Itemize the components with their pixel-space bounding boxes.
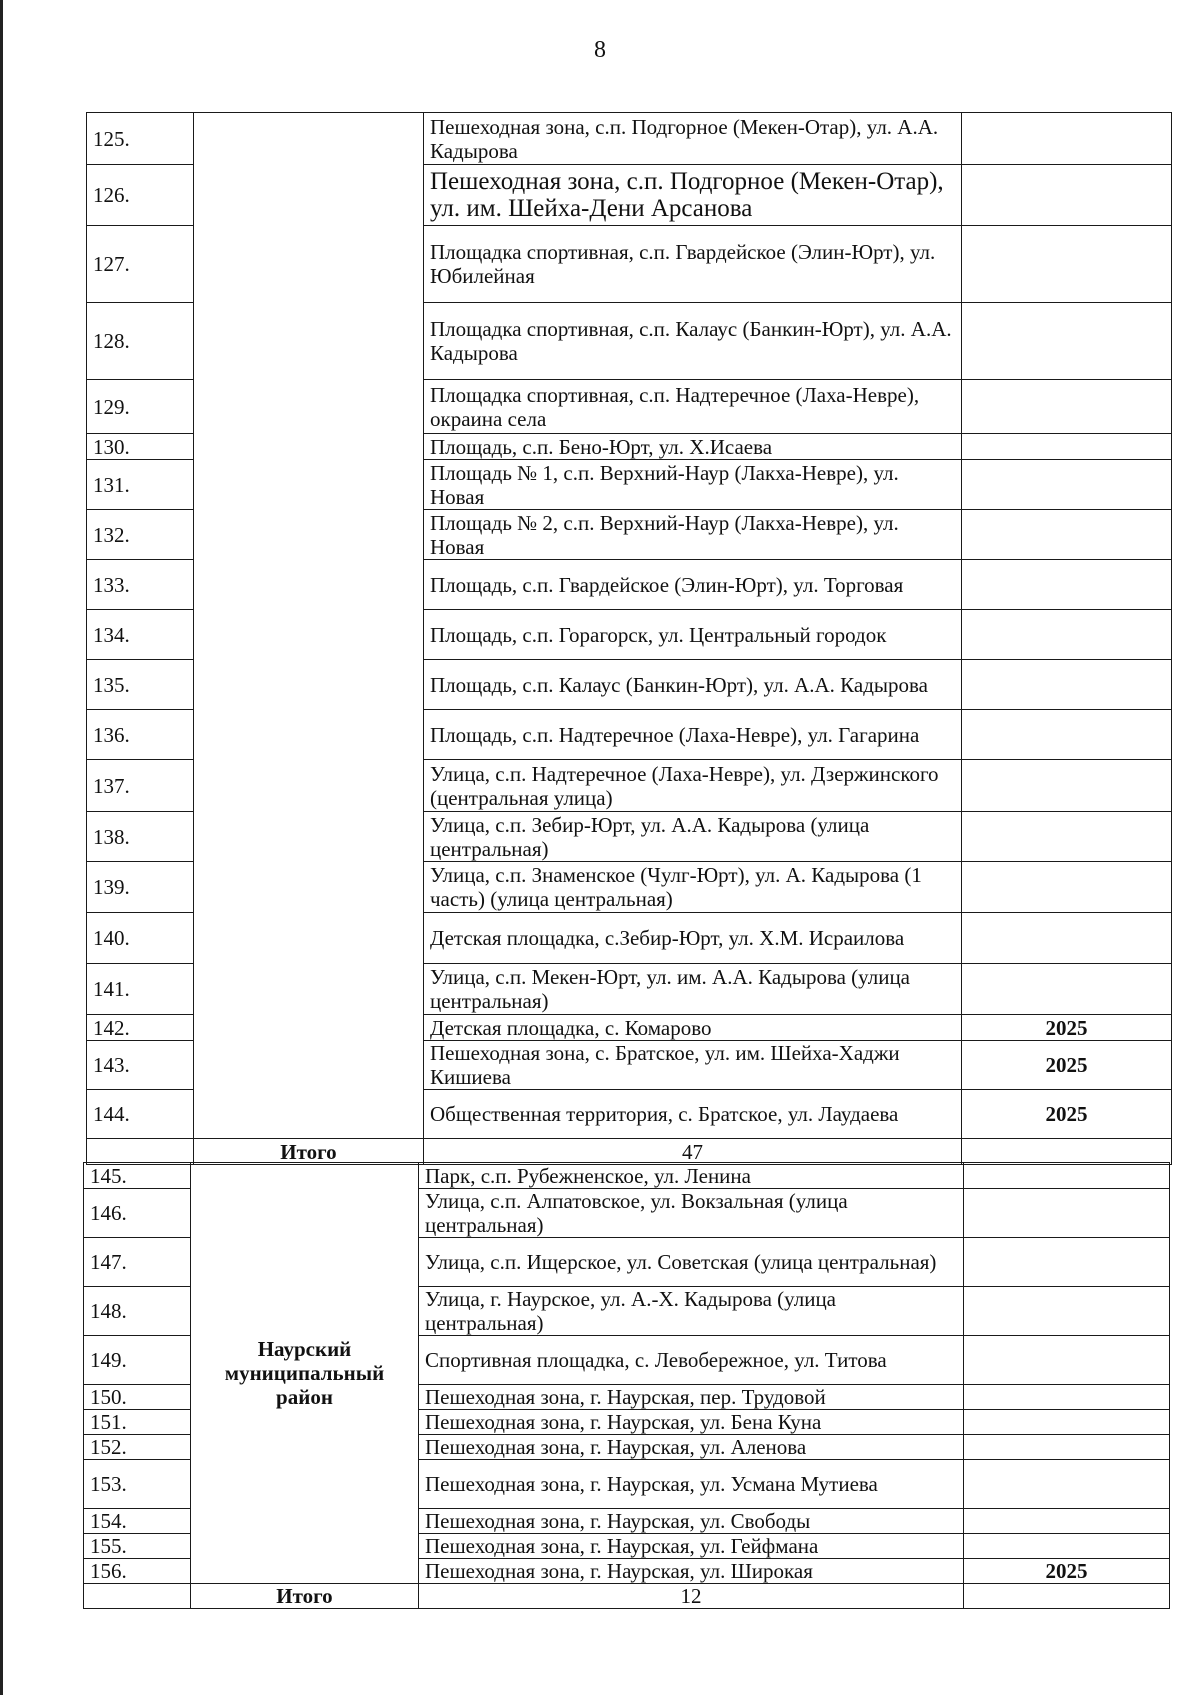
territory-address: Площадка спортивная, с.п. Надтеречное (Лаха-Невре), окраина села [424, 380, 962, 434]
territory-address: Улица, г. Наурское, ул. А.-Х. Кадырова (улица центральная) [419, 1287, 964, 1336]
implementation-year: 2025 [962, 1015, 1172, 1041]
territory-address: Площадь № 2, с.п. Верхний-Наур (Лакха-Невре), ул. Новая [424, 510, 962, 560]
implementation-year [962, 303, 1172, 380]
implementation-year [962, 610, 1172, 660]
territories-table-section-2 [83, 1162, 1170, 1609]
territory-address: Площадь, с.п. Бено-Юрт, ул. Х.Исаева [424, 434, 962, 460]
row-number: 137. [87, 760, 194, 812]
row-number: 136. [87, 710, 194, 760]
territory-address: Спортивная площадка, с. Левобережное, ул. Титова [419, 1336, 964, 1385]
territory-address: Пешеходная зона, г. Наурская, ул. Широкая [419, 1559, 964, 1584]
total-empty-cell [964, 1584, 1170, 1609]
territory-address: Улица, с.п. Мекен-Юрт, ул. им. А.А. Кадырова (улица центральная) [424, 964, 962, 1015]
total-empty-cell [87, 1139, 194, 1165]
row-number: 129. [87, 380, 194, 434]
implementation-year [962, 862, 1172, 913]
row-number: 125. [87, 113, 194, 165]
implementation-year [964, 1460, 1170, 1509]
territory-address: Площадка спортивная, с.п. Гвардейское (Элин-Юрт), ул. Юбилейная [424, 226, 962, 303]
row-number: 138. [87, 812, 194, 862]
implementation-year [964, 1534, 1170, 1559]
row-number: 128. [87, 303, 194, 380]
territory-address: Пешеходная зона, г. Наурская, ул. Бена Куна [419, 1410, 964, 1435]
implementation-year [962, 710, 1172, 760]
district-name [191, 1163, 419, 1584]
territory-address: Пешеходная зона, с. Братское, ул. им. Шейха-Хаджи Кишиева [424, 1041, 962, 1090]
implementation-year [962, 913, 1172, 964]
district-cell [194, 113, 424, 1139]
territory-address: Пешеходная зона, г. Наурская, ул. Усмана Мутиева [419, 1460, 964, 1509]
implementation-year [962, 380, 1172, 434]
territory-address: Пешеходная зона, с.п. Подгорное (Мекен-Отар), ул. им. Шейха-Дени Арсанова [424, 165, 962, 226]
total-count: 47 [424, 1139, 962, 1165]
implementation-year [962, 812, 1172, 862]
implementation-year [964, 1189, 1170, 1238]
territory-address: Пешеходная зона, г. Наурская, ул. Аленова [419, 1435, 964, 1460]
row-number: 133. [87, 560, 194, 610]
row-number: 135. [87, 660, 194, 710]
row-number: 148. [84, 1287, 191, 1336]
table-row [84, 1163, 1170, 1189]
territory-address: Общественная территория, с. Братское, ул. Лаудаева [424, 1090, 962, 1139]
row-number: 154. [84, 1509, 191, 1534]
implementation-year: 2025 [962, 1041, 1172, 1090]
row-number: 149. [84, 1336, 191, 1385]
total-empty-cell [962, 1139, 1172, 1165]
row-number: 131. [87, 460, 194, 510]
total-empty-cell [84, 1584, 191, 1609]
district-name-line: муниципальный [224, 1361, 385, 1385]
total-label: Итого [191, 1584, 419, 1609]
implementation-year [962, 760, 1172, 812]
implementation-year [962, 510, 1172, 560]
territories-table-section-1 [86, 112, 1172, 1165]
territory-address: Пешеходная зона, г. Наурская, ул. Свободы [419, 1509, 964, 1534]
row-number: 144. [87, 1090, 194, 1139]
territory-address: Площадка спортивная, с.п. Калаус (Банкин-Юрт), ул. А.А. Кадырова [424, 303, 962, 380]
row-number: 145. [84, 1163, 191, 1189]
section-2-body [84, 1163, 1170, 1609]
row-number: 132. [87, 510, 194, 560]
total-count: 12 [419, 1584, 964, 1609]
territory-address: Улица, с.п. Знаменское (Чулг-Юрт), ул. А. Кадырова (1 часть) (улица центральная) [424, 862, 962, 913]
row-number: 156. [84, 1559, 191, 1584]
implementation-year [962, 660, 1172, 710]
row-number: 126. [87, 165, 194, 226]
implementation-year [962, 226, 1172, 303]
implementation-year: 2025 [964, 1559, 1170, 1584]
page-number: 8 [594, 37, 606, 63]
district-name-line: Наурский [257, 1337, 352, 1361]
row-number: 150. [84, 1385, 191, 1410]
row-number: 130. [87, 434, 194, 460]
implementation-year [962, 460, 1172, 510]
implementation-year [964, 1336, 1170, 1385]
row-number: 155. [84, 1534, 191, 1559]
total-row [87, 1139, 1172, 1165]
table-row [87, 113, 1172, 165]
implementation-year [964, 1410, 1170, 1435]
territory-address: Пешеходная зона, г. Наурская, пер. Трудовой [419, 1385, 964, 1410]
row-number: 143. [87, 1041, 194, 1090]
implementation-year [964, 1509, 1170, 1534]
row-number: 134. [87, 610, 194, 660]
territory-address: Парк, с.п. Рубежненское, ул. Ленина [419, 1163, 964, 1189]
total-row [84, 1584, 1170, 1609]
section-1-body [87, 113, 1172, 1165]
territory-address: Площадь, с.п. Горагорск, ул. Центральный городок [424, 610, 962, 660]
total-label: Итого [194, 1139, 424, 1165]
row-number: 141. [87, 964, 194, 1015]
implementation-year [964, 1287, 1170, 1336]
row-number: 151. [84, 1410, 191, 1435]
territory-address: Улица, с.п. Надтеречное (Лаха-Невре), ул. Дзержинского (центральная улица) [424, 760, 962, 812]
row-number: 153. [84, 1460, 191, 1509]
territory-address: Детская площадка, с. Комарово [424, 1015, 962, 1041]
row-number: 146. [84, 1189, 191, 1238]
row-number: 127. [87, 226, 194, 303]
territory-address: Пешеходная зона, г. Наурская, ул. Гейфмана [419, 1534, 964, 1559]
territory-address: Площадь, с.п. Гвардейское (Элин-Юрт), ул. Торговая [424, 560, 962, 610]
territory-address: Площадь, с.п. Калаус (Банкин-Юрт), ул. А.А. Кадырова [424, 660, 962, 710]
implementation-year [964, 1238, 1170, 1287]
implementation-year [962, 434, 1172, 460]
implementation-year [962, 113, 1172, 165]
implementation-year [962, 964, 1172, 1015]
implementation-year [962, 165, 1172, 226]
row-number: 147. [84, 1238, 191, 1287]
row-number: 139. [87, 862, 194, 913]
row-number: 140. [87, 913, 194, 964]
row-number: 142. [87, 1015, 194, 1041]
implementation-year: 2025 [962, 1090, 1172, 1139]
territory-address: Улица, с.п. Зебир-Юрт, ул. А.А. Кадырова (улица центральная) [424, 812, 962, 862]
territory-address: Улица, с.п. Алпатовское, ул. Вокзальная (улица центральная) [419, 1189, 964, 1238]
scan-edge [0, 0, 3, 1695]
row-number: 152. [84, 1435, 191, 1460]
implementation-year [964, 1385, 1170, 1410]
territory-address: Детская площадка, с.Зебир-Юрт, ул. Х.М. Исраилова [424, 913, 962, 964]
territory-address: Площадь, с.п. Надтеречное (Лаха-Невре), ул. Гагарина [424, 710, 962, 760]
implementation-year [964, 1435, 1170, 1460]
territory-address: Улица, с.п. Ищерское, ул. Советская (улица центральная) [419, 1238, 964, 1287]
implementation-year [964, 1163, 1170, 1189]
territory-address: Пешеходная зона, с.п. Подгорное (Мекен-Отар), ул. А.А. Кадырова [424, 113, 962, 165]
implementation-year [962, 560, 1172, 610]
district-name-line: район [276, 1385, 333, 1409]
territory-address: Площадь № 1, с.п. Верхний-Наур (Лакха-Невре), ул. Новая [424, 460, 962, 510]
